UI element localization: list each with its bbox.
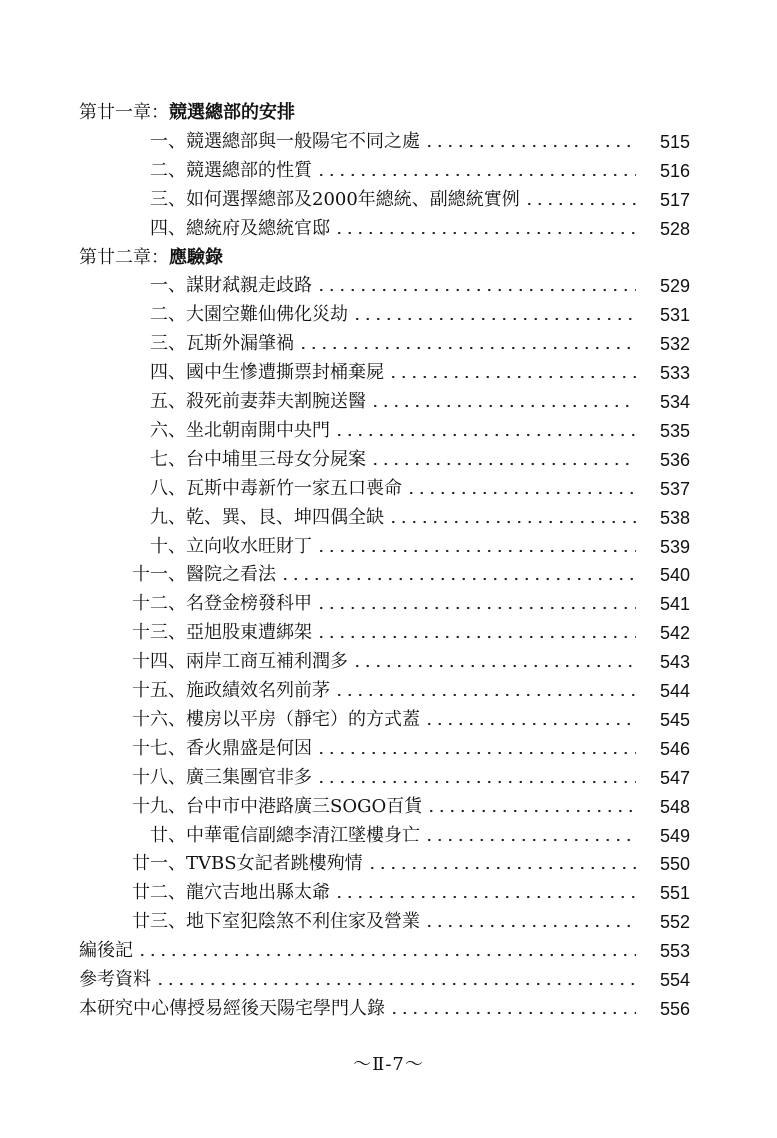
entry-title: 醫院之看法 — [186, 564, 276, 586]
toc-entry — [132, 851, 690, 877]
leader-dots — [388, 375, 636, 379]
toc-entry — [150, 302, 690, 328]
entry-page-number: 551 — [659, 883, 690, 904]
appendix-title: 編後記 — [79, 940, 133, 962]
toc-entry — [150, 476, 690, 502]
toc-entry — [150, 216, 690, 242]
entry-title: 競選總部與一般陽宅不同之處 — [186, 130, 420, 152]
entry-page-number: 532 — [659, 334, 690, 355]
leader-dots — [424, 838, 636, 842]
leader-dots — [367, 866, 636, 870]
appendix-page-number: 556 — [659, 998, 690, 1019]
entry-title: 地下室犯陰煞不利住家及營業 — [186, 911, 420, 933]
entry-title: 總統府及總統官邸 — [186, 217, 330, 239]
entry-page-number: 535 — [659, 420, 690, 441]
leader-dots — [334, 895, 636, 899]
entry-number: 十五、 — [132, 680, 186, 701]
leader-dots — [316, 751, 636, 755]
entry-title: 瓦斯中毒新竹一家五口喪命 — [186, 477, 402, 499]
entry-number: 一、 — [150, 130, 186, 152]
toc-entry — [150, 158, 690, 184]
entry-number: 七、 — [150, 448, 186, 470]
toc-entry — [132, 909, 690, 935]
entry-title: 樓房以平房（靜宅）的方式蓋 — [186, 708, 420, 730]
toc-entry — [132, 678, 690, 704]
entry-number: 十四、 — [132, 651, 186, 673]
entry-number: 十六、 — [132, 708, 186, 730]
entry-page-number: 541 — [659, 594, 690, 615]
entry-number: 廿、 — [150, 824, 186, 846]
entry-page-number: 547 — [659, 767, 690, 788]
leader-dots — [524, 202, 636, 206]
entry-title: 競選總部的性質 — [186, 159, 312, 181]
chapter-label: 第廿一章： — [79, 102, 169, 123]
leader-dots — [388, 520, 636, 524]
entry-page-number: 543 — [659, 652, 690, 673]
leader-dots — [316, 288, 636, 292]
entry-title: 亞旭股東遭綁架 — [186, 622, 312, 644]
entry-page-number: 545 — [659, 709, 690, 730]
entry-page-number: 533 — [659, 363, 690, 384]
entry-page-number: 549 — [659, 825, 690, 846]
entry-page-number: 550 — [659, 854, 690, 875]
entry-number: 十一、 — [132, 564, 186, 586]
entry-number: 十三、 — [132, 622, 186, 644]
entry-number: 十二、 — [132, 593, 186, 615]
entry-page-number: 552 — [659, 912, 690, 933]
toc-entry — [132, 707, 690, 733]
entry-page-number: 515 — [659, 131, 690, 152]
entry-page-number: 546 — [659, 738, 690, 759]
leader-dots — [316, 635, 636, 639]
entry-title: 廣三集團官非多 — [186, 766, 312, 788]
leader-dots — [389, 1011, 636, 1015]
entry-number: 四、 — [150, 362, 186, 384]
leader-dots — [352, 317, 636, 321]
leader-dots — [334, 433, 636, 437]
entry-number: 四、 — [150, 217, 186, 239]
entry-title: TVBS女記者跳樓殉情 — [186, 853, 363, 875]
toc-entry — [150, 273, 690, 299]
appendix-entry — [79, 996, 690, 1022]
entry-number: 六、 — [150, 419, 186, 441]
leader-dots — [424, 722, 636, 726]
leader-dots — [424, 144, 636, 148]
entry-title: 台中埔里三母女分屍案 — [186, 448, 366, 470]
toc-entry — [132, 736, 690, 762]
leader-dots — [352, 664, 636, 668]
entry-title: 乾、巽、艮、坤四偶全缺 — [186, 506, 384, 528]
entry-number: 十八、 — [132, 766, 186, 788]
toc-entry — [132, 562, 690, 588]
entry-page-number: 536 — [659, 449, 690, 470]
toc-entry — [150, 129, 690, 155]
toc-entry — [150, 360, 690, 386]
entry-title: 大園空難仙佛化災劫 — [186, 304, 348, 326]
entry-page-number: 537 — [659, 478, 690, 499]
appendix-title: 參考資料 — [79, 969, 151, 990]
leader-dots — [334, 231, 636, 235]
leader-dots — [316, 606, 636, 610]
entry-title: 國中生慘遭撕票封桶棄屍 — [186, 362, 384, 384]
entry-number: 三、 — [150, 333, 186, 355]
chapter-heading — [79, 245, 223, 271]
chapter-title: 競選總部的安排 — [169, 102, 295, 123]
entry-number: 二、 — [150, 304, 186, 326]
entry-number: 三、 — [150, 188, 186, 210]
toc-entry — [132, 794, 690, 820]
entry-number: 廿三、 — [132, 911, 186, 933]
appendix-title: 本研究中心傳授易經後天陽宅學門人錄 — [79, 997, 385, 1019]
entry-number: 十七、 — [132, 737, 186, 759]
entry-title: 龍穴吉地出縣太爺 — [186, 882, 330, 904]
entry-number: 一、 — [150, 275, 186, 297]
toc-entry — [150, 389, 690, 415]
toc-entry — [150, 187, 690, 213]
leader-dots — [316, 780, 636, 784]
entry-title: 台中市中港路廣三SOGO百貨 — [186, 795, 423, 817]
toc-entry — [150, 534, 690, 560]
entry-title: 香火鼎盛是何因 — [186, 737, 312, 759]
entry-number: 九、 — [150, 506, 186, 528]
leader-dots — [334, 693, 636, 697]
entry-page-number: 542 — [659, 623, 690, 644]
entry-title: 坐北朝南開中央門 — [186, 419, 330, 441]
leader-dots — [137, 953, 636, 957]
toc-entry — [132, 765, 690, 791]
entry-page-number: 531 — [659, 305, 690, 326]
entry-number: 八、 — [150, 477, 186, 499]
appendix-page-number: 554 — [659, 970, 690, 990]
appendix-entry — [79, 967, 690, 993]
toc-entry — [132, 880, 690, 906]
appendix-entry — [79, 938, 690, 964]
entry-title: 立向收水旺財丁 — [186, 535, 312, 557]
entry-title: 謀財弒親走歧路 — [186, 275, 312, 297]
toc-entry — [150, 331, 690, 357]
entry-number: 廿二、 — [132, 882, 186, 904]
entry-title: 瓦斯外漏肇禍 — [186, 333, 294, 355]
leader-dots — [298, 346, 636, 350]
leader-dots — [426, 809, 636, 813]
toc-entry — [150, 823, 690, 849]
chapter-title: 應驗錄 — [169, 246, 223, 268]
entry-title: 施政績效名列前茅 — [186, 680, 330, 701]
entry-page-number: 548 — [659, 796, 690, 817]
leader-dots — [316, 173, 636, 177]
toc-entry — [150, 447, 690, 473]
entry-page-number: 529 — [659, 276, 690, 297]
leader-dots — [280, 577, 636, 581]
entry-title: 中華電信副總李清江墜樓身亡 — [186, 824, 420, 846]
entry-number: 五、 — [150, 391, 186, 412]
leader-dots — [424, 924, 636, 928]
entry-number: 二、 — [150, 159, 186, 181]
toc-entry — [132, 649, 690, 675]
leader-dots — [370, 462, 636, 466]
leader-dots — [406, 491, 636, 495]
toc-entry — [150, 418, 690, 444]
entry-number: 十、 — [150, 535, 186, 557]
entry-page-number: 539 — [659, 536, 690, 557]
entry-number: 十九、 — [132, 795, 186, 817]
leader-dots — [155, 982, 636, 986]
toc-entry — [132, 591, 690, 617]
entry-number: 廿一、 — [132, 853, 186, 875]
entry-page-number: 517 — [659, 189, 690, 210]
appendix-page-number: 553 — [659, 941, 690, 962]
page-footer: ～Ⅱ-7～ — [353, 1054, 424, 1075]
entry-title: 兩岸工商互補利潤多 — [186, 651, 348, 673]
toc-entry — [150, 505, 690, 531]
chapter-heading — [79, 100, 295, 126]
entry-page-number: 534 — [659, 392, 690, 412]
leader-dots — [316, 549, 636, 553]
entry-title: 殺死前妻莽夫割腕送醫 — [186, 391, 366, 412]
entry-page-number: 516 — [659, 160, 690, 181]
toc-entry — [132, 620, 690, 646]
entry-page-number: 528 — [659, 218, 690, 239]
entry-title: 名登金榜發科甲 — [186, 593, 312, 615]
entry-page-number: 540 — [659, 565, 690, 586]
entry-title: 如何選擇總部及2000年總統、副總統實例 — [186, 188, 520, 210]
entry-page-number: 544 — [659, 681, 690, 701]
leader-dots — [370, 404, 636, 408]
entry-page-number: 538 — [659, 507, 690, 528]
chapter-label: 第廿二章： — [79, 246, 169, 268]
